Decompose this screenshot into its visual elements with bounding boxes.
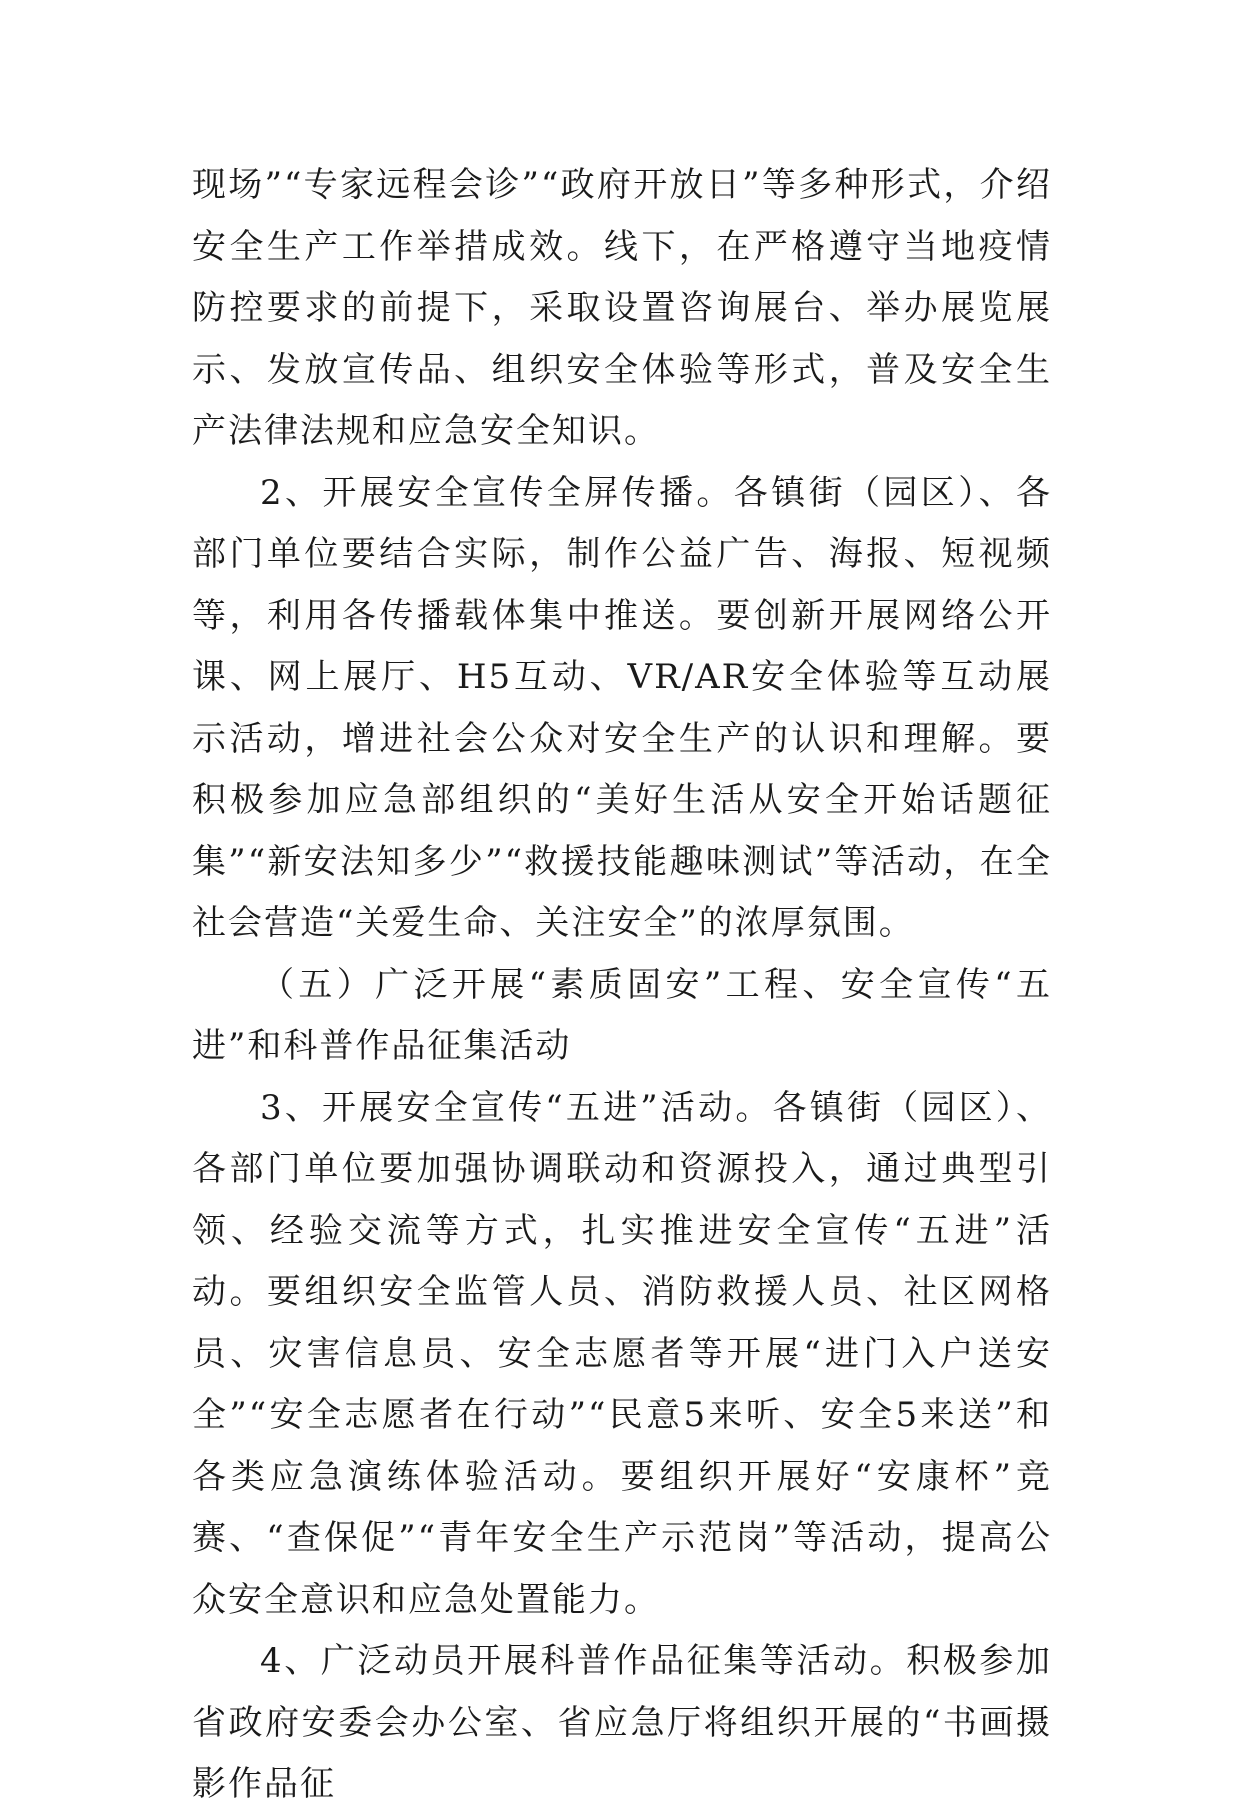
section-heading-5: （五）广泛开展“素质固安”工程、安全宣传“五进”和科普作品征集活动 — [192, 964, 1052, 1066]
paragraph-item-3: 3、开展安全宣传“五进”活动。各镇街（园区）、各部门单位要加强协调联动和资源投入，通过典型引领、经验交流等方式，扎实推进安全宣传“五进”活动。要组织安全监管人员、消防救援人员、社区网格员、灾害信息员、安全志愿者等开展“进门入户送安全”“安全志愿者在行动”“民意5来听、安全5来送”和各类应急演练体验活动。要组织开展好“安康杯”竞赛、“查保促”“青年安全生产示范岗”等活动，提高公众安全意识和应急处置能力。 — [192, 1087, 1052, 1620]
paragraph-continuation: 现场”“专家远程会诊”“政府开放日”等多种形式，介绍安全生产工作举措成效。线下，在严格遵守当地疫情防控要求的前提下，采取设置咨询展台、举办展览展示、发放宣传品、组织安全体验等形式，普及安全生产法律法规和应急安全知识。 — [192, 165, 1052, 451]
document-body — [192, 155, 1052, 1816]
paragraph-item-4: 4、广泛动员开展科普作品征集等活动。积极参加省政府安委会办公室、省应急厅将组织开展的“书画摄影作品征 — [192, 1641, 1052, 1804]
paragraph-item-2: 2、开展安全宣传全屏传播。各镇街（园区）、各部门单位要结合实际，制作公益广告、海报、短视频等，利用各传播载体集中推送。要创新开展网络公开课、网上展厅、H5互动、VR/AR安全体验等互动展示活动，增进社会公众对安全生产的认识和理解。要积极参加应急部组织的“美好生活从安全开始话题征集”“新安法知多少”“救援技能趣味测试”等活动，在全社会营造“关爱生命、关注安全”的浓厚氛围。 — [192, 472, 1052, 943]
